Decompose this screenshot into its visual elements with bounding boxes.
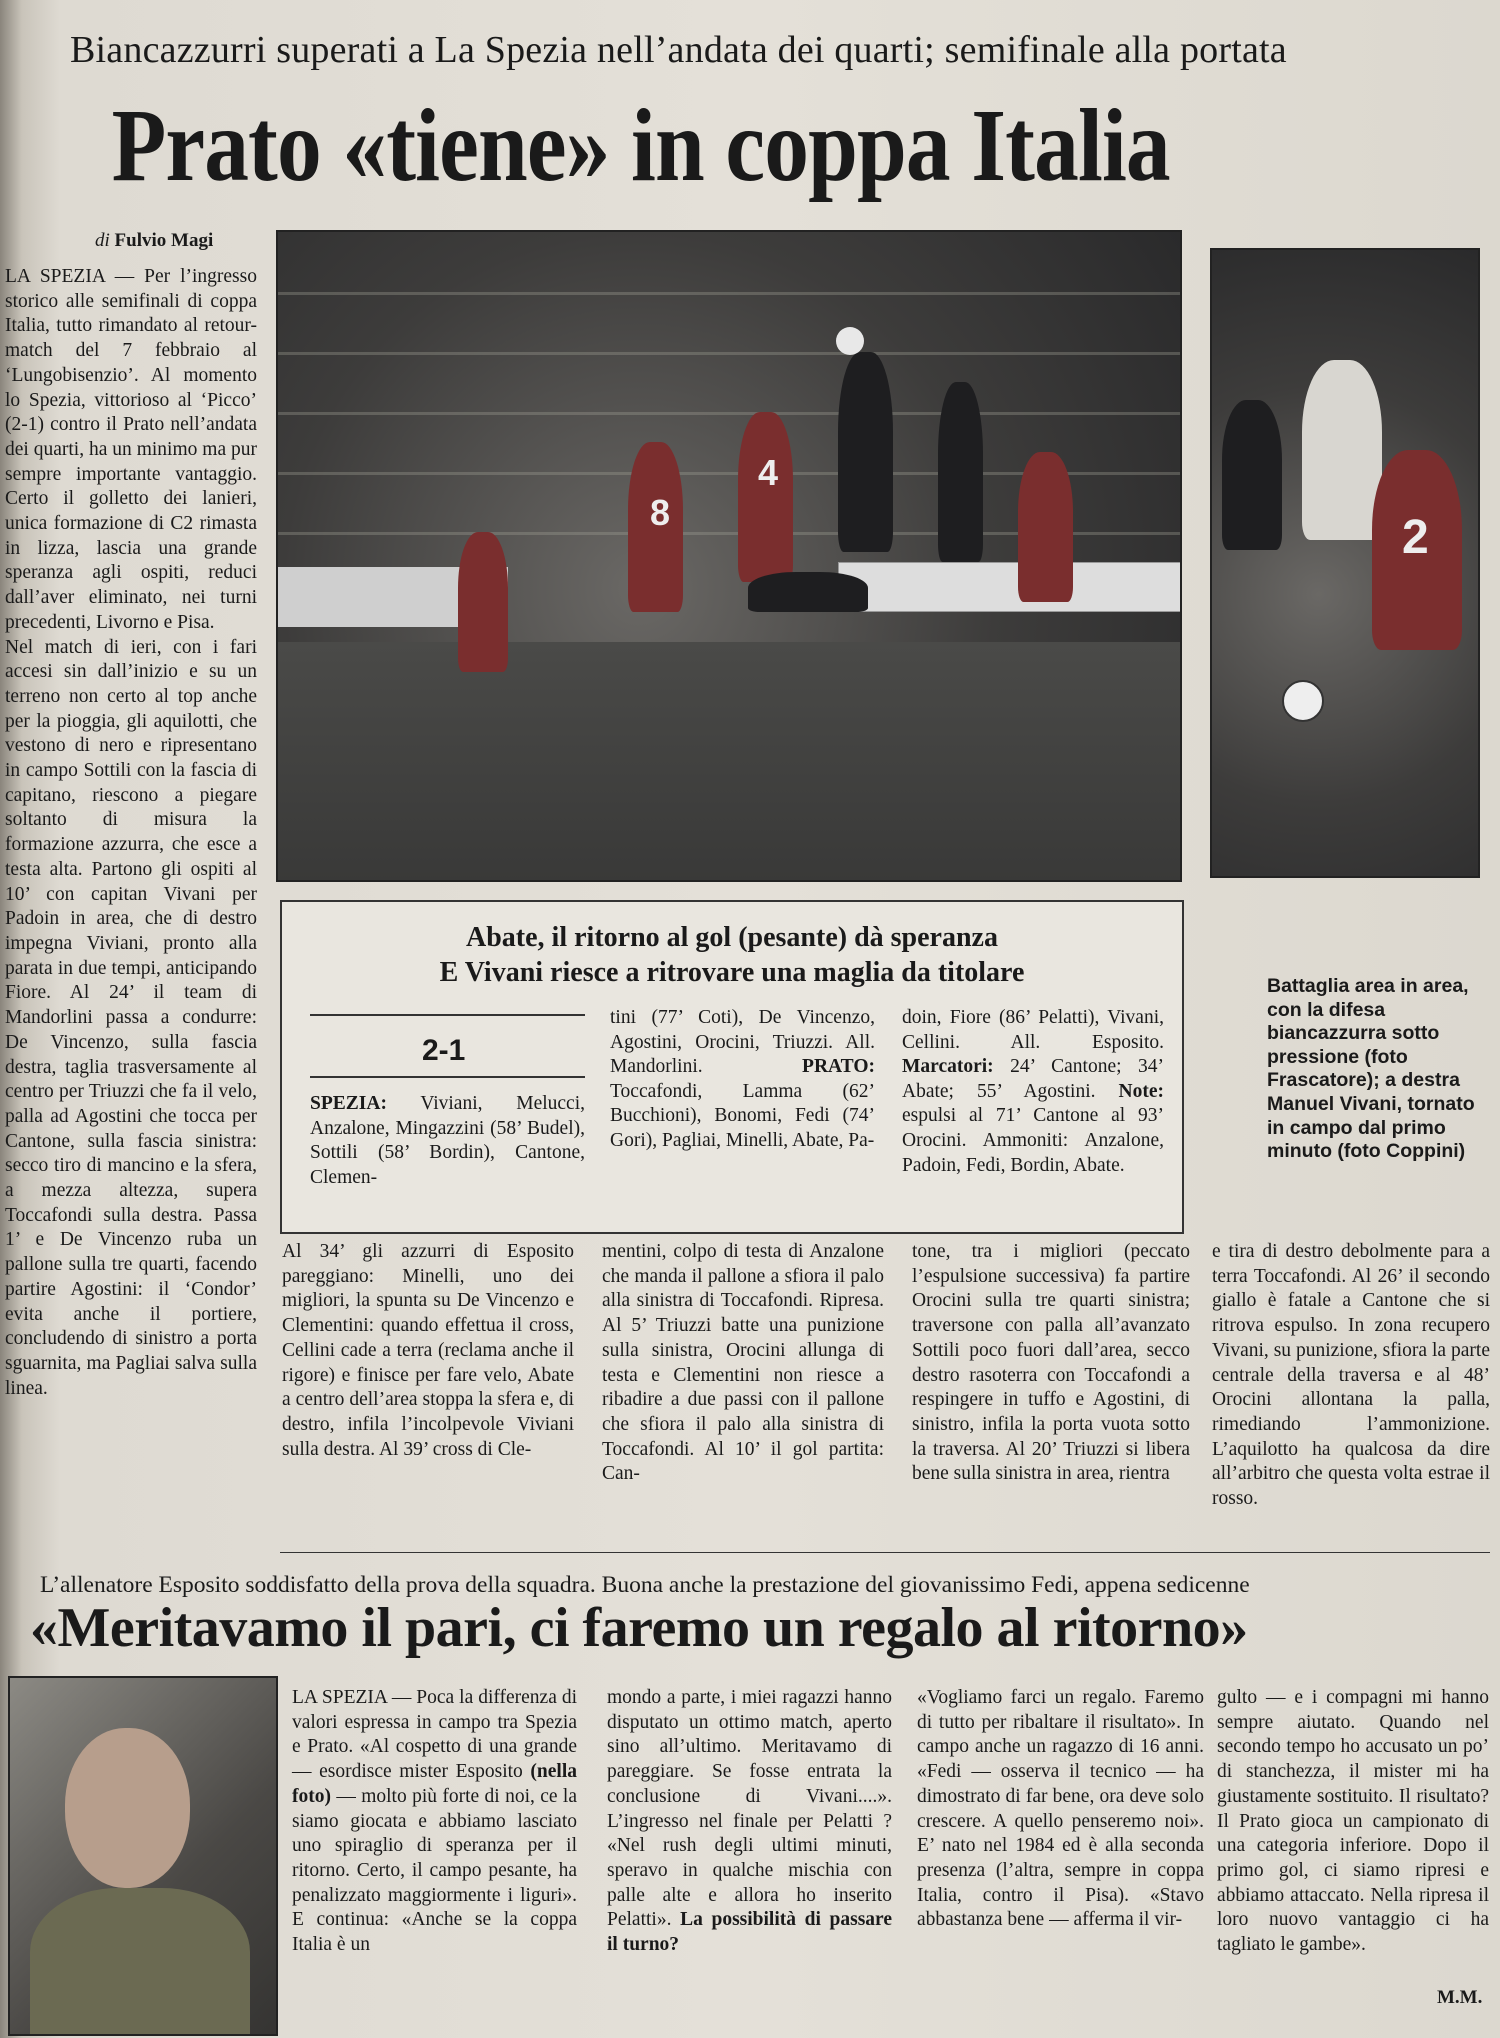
box-col-3: doin, Fiore (86’ Pelatti), Vivani, Cellini. All. Esposito. Marcatori: 24’ Cantone; 34’ Abate; 55’ Agostini. Note: espulsi al 71’ Cantone al 93’ Orocini. Ammoniti: Anzalone, Padoin, Fedi, Bordin, Abate. (902, 1007, 1165, 1176)
main-photo: 8 4 (276, 230, 1182, 882)
esposito-photo (8, 1676, 278, 2036)
signature: M.M. (1437, 1987, 1483, 2008)
article-column-3: mentini, colpo di testa di Anzalone che manda il pallone a sfiora il palo alla sinistra di Toccafondi. Ripresa. Al 5’ Triuzzi batte una punizione sulla sinistra, Orocini allunga di testa e Clementini non riesce a ribadire a due passi con il pallone che sfiora il palo alla sinistra di Toccafondi. Al 10’ il gol partita: Can- (602, 1241, 884, 1485)
second-kicker: L’allenatore Esposito soddisfatto della prova della squadra. Buona anche la prestazione del giovanissimo Fedi, appena sedicenne (40, 1572, 1250, 1598)
side-photo: 2 (1210, 248, 1480, 878)
box-title-2: E Vivani riesce a ritrovare una maglia da titolare (439, 957, 1025, 988)
article-column-1: LA SPEZIA — Per l’ingresso storico alle semifinali di coppa Italia, tutto rimandato al retour-match del 7 febbraio al ‘Lungobisenzio’. Al momento lo Spezia, vittorioso al ‘Picco’ (2-1) contro il Prato nell’andata dei quarti, ha un minimo ma pur sempre importante vantaggio. Certo il golletto dei lanieri, unica formazione di C2 rimasta in lizza, lascia una grande speranza agli ospiti, reduci dall’aver eliminato, nei turni precedenti, Livorno e Pisa. Nel match di ieri, con i fari accesi sin dall’inizio e su un terreno non certo al top anche per la pioggia, gli aquilotti, che vestono di nero e ripresentano in campo Sottili con la fascia di capitano, riescono a piegare soltanto di misura la formazione azzurra, che esce a testa alta. Partono gli ospiti al 10’ con capitan Vivani per Padoin in area, che di destro impegna Viviani, pronto alla parata in due tempi, anticipando Fiore. Al 24’ il team di Mandorlini passa a condurre: De Vincenzo, sulla fascia destra, taglia trasversamente al centro per Triuzzi che fa il velo, palla ad Agostini che tocca per Cantone, sulla fascia sinistra: secco tiro di mancino e la sfera, a mezza altezza, supera Toccafondi sulla destra. Passa 1’ e De Vincenzo ruba un pallone sulla tre quarti, facendo partire Agostini: il ‘Condor’ evita anche il portiere, concludendo di sinistro a porta sguarnita, ma Pagliai salva sulla linea. (5, 266, 257, 1399)
headline: Prato «tiene» in coppa Italia (111, 88, 1170, 203)
article-column-4: tone, tra i migliori (peccato l’espulsione successiva) fa partire Orocini sulla tre quarti sinistra; traversone con palla all’avanzato Sottili poco fuori dall’area, secco destro rasoterra con Toccafondi a respingere in tuffo e Agostini, di sinistro, infila la porta vuota sotto la traversa. Al 20’ Triuzzi si libera bene sulla sinistra in area, rientra (912, 1241, 1190, 1485)
score: 2-1 (422, 1034, 466, 1067)
photo-caption: Battaglia area in area, con la difesa biancazzurra sotto pressione (foto Frascatore); a destra Manuel Vivani, tornato in campo dal primo minuto (foto Coppini) (1267, 975, 1475, 1163)
article-column-2: Al 34’ gli azzurri di Esposito pareggiano: Minelli, uno dei migliori, la spunta su De Vincenzo e Clementini: quando effettua il cross, Cellini cade a terra (reclama anche il rigore) e finisce per fare velo, Abate a centro dell’area stoppa la sfera e, di destro, infila l’incolpevole Viviani sulla destra. Al 39’ cross di Cle- (282, 1241, 574, 1460)
article-column-5: e tira di destro debolmente para a terra Toccafondi. Al 26’ il secondo giallo è fatale a Cantone che si ritrova espulso. In zona recupero Vivani, su punizione, sfiora la parte centrale della traversa e al 48’ Orocini allontana la palla, rimediando l’ammonizione. L’aquilotto ha qualcosa da dire all’arbitro che questa volta estrae il rosso. (1212, 1241, 1490, 1510)
box-col-2: tini (77’ Coti), De Vincenzo, Agostini, Orocini, Triuzzi. All. Mandorlini. PRATO: Toccafondi, Lamma (62’ Bucchioni), Bonomi, Fedi (74’ Gori), Pagliai, Minelli, Abate, Pa- (610, 1007, 875, 1151)
second-column-1: LA SPEZIA — Poca la differenza di valori espressa in campo tra Spezia e Prato. «Al cospetto di una grande — esordisce mister Esposito (nella foto) — molto più forte di noi, ce la siamo giocata e abbiamo lasciato uno spiraglio di speranza per il ritorno. Certo, il campo pesante, ha penalizzato maggiormente i liguri». E continua: «Anche se la coppa Italia è un (292, 1687, 578, 1956)
second-column-3: «Vogliamo farci un regalo. Faremo di tutto per ribaltare il risultato». In campo anche un ragazzo di 16 anni. «Fedi — osserva il tecnico — ha dimostrato di far bene, ora deve solo crescere. A quello penseremo noi». E’ nato nel 1984 ed è alla seconda presenza (l’altra, sempre in coppa Italia, contro il Pisa). «Stavo abbastanza bene — afferma il vir- (917, 1687, 1204, 1931)
second-column-4: gulto — e i compagni mi hanno sempre aiutato. Quando nel secondo tempo ho accusato un po’ di stanchezza, il mister mi ha giustamente sostituito. Il risultato? Il Prato gioca un campionato di una categoria inferiore. Dopo il primo gol, ci siamo ripresi e abbiamo attaccato. Nella ripresa il loro nuovo vantaggio ci ha tagliato le gambe». (1217, 1687, 1489, 1956)
box-title-1: Abate, il ritorno al gol (pesante) dà speranza (466, 922, 998, 953)
second-column-2: mondo a parte, i miei ragazzi hanno disputato un ottimo match, aperto sino all’ultimo. Meritavamo di pareggiare. Se fosse entrata la conclusione di Vivani....». L’ingresso nel finale per Pelatti ? «Nel rush degli ultimi minuti, speravo in qualche mischia con palle alte e allora ho inserito Pelatti». La possibilità di passare il turno? (607, 1687, 893, 1956)
sidebar-box (280, 900, 1184, 1234)
kicker: Biancazzurri superati a La Spezia nell’andata dei quarti; semifinale alla portata (70, 29, 1287, 71)
byline: di Fulvio Magi (95, 230, 214, 251)
box-col-1: SPEZIA: Viviani, Melucci, Anzalone, Mingazzini (58’ Budel), Sottili (58’ Bordin), Cantone, Clemen- (310, 1093, 585, 1188)
second-headline: «Meritavamo il pari, ci faremo un regalo al ritorno» (30, 1597, 1248, 1659)
